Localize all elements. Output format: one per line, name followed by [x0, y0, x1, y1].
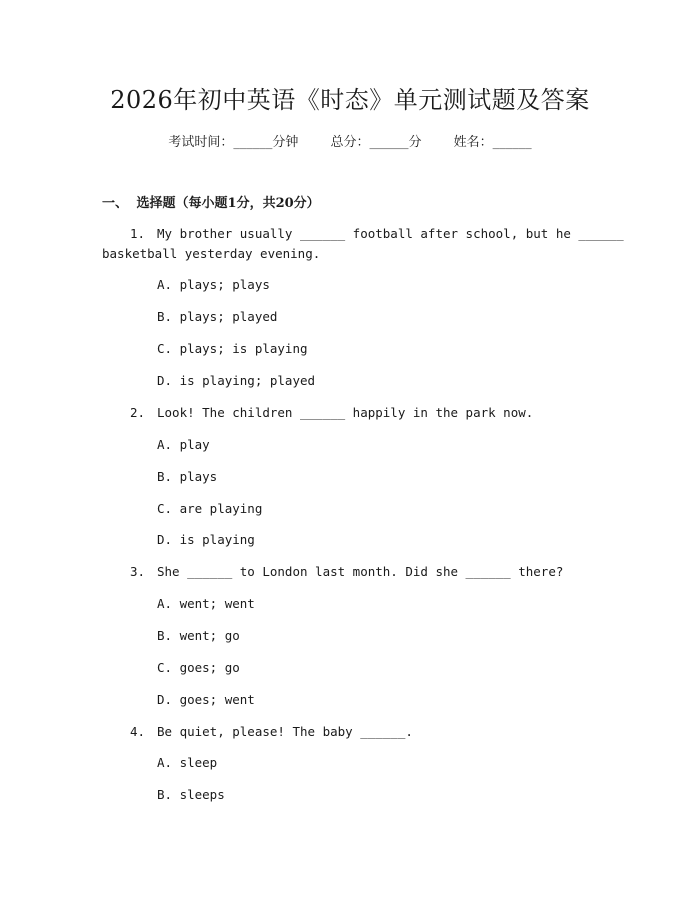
question-text: Be quiet, please! The baby ______. [157, 724, 413, 739]
question-number: 2. [130, 405, 146, 420]
question-text: She ______ to London last month. Did she ______ there? [157, 564, 564, 579]
option-1a: A. plays; plays [157, 277, 270, 292]
option-1c: C. plays; is playing [157, 341, 308, 356]
option-4b: B. sleeps [157, 787, 225, 802]
question-2 [130, 405, 533, 420]
option-3d: D. goes; went [157, 692, 255, 707]
option-3b: B. went; go [157, 628, 240, 643]
option-3c: C. goes; go [157, 660, 240, 675]
option-2a: A. play [157, 437, 210, 452]
option-2d: D. is playing [157, 532, 255, 547]
exam-total-score: 总分：______分 [330, 135, 422, 150]
student-name: 姓名：______ [453, 135, 532, 150]
question-number: 4. [130, 724, 146, 739]
exam-info [0, 131, 700, 150]
page-title: 2026年初中英语《时态》单元测试题及答案 [110, 86, 590, 114]
option-4a: A. sleep [157, 755, 218, 770]
option-1d: D. is playing; played [157, 373, 316, 388]
exam-time: 考试时间：______分钟 [168, 135, 299, 150]
question-1-continued: basketball yesterday evening. [102, 246, 321, 261]
option-1b: B. plays; played [157, 309, 278, 324]
section-number: 一、 [102, 196, 129, 211]
question-number: 1. [130, 226, 146, 241]
question-3 [130, 564, 563, 579]
question-number: 3. [130, 564, 146, 579]
section-heading [102, 192, 320, 211]
question-1 [130, 226, 624, 241]
option-3a: A. went; went [157, 596, 255, 611]
option-2c: C. are playing [157, 501, 263, 516]
option-2b: B. plays [157, 469, 218, 484]
question-text: My brother usually ______ football after school, but he ______ [157, 226, 624, 241]
question-text: Look! The children ______ happily in the park now. [157, 405, 534, 420]
question-4 [130, 724, 413, 739]
section-title: 选择题（每小题1分，共20分） [136, 196, 320, 211]
